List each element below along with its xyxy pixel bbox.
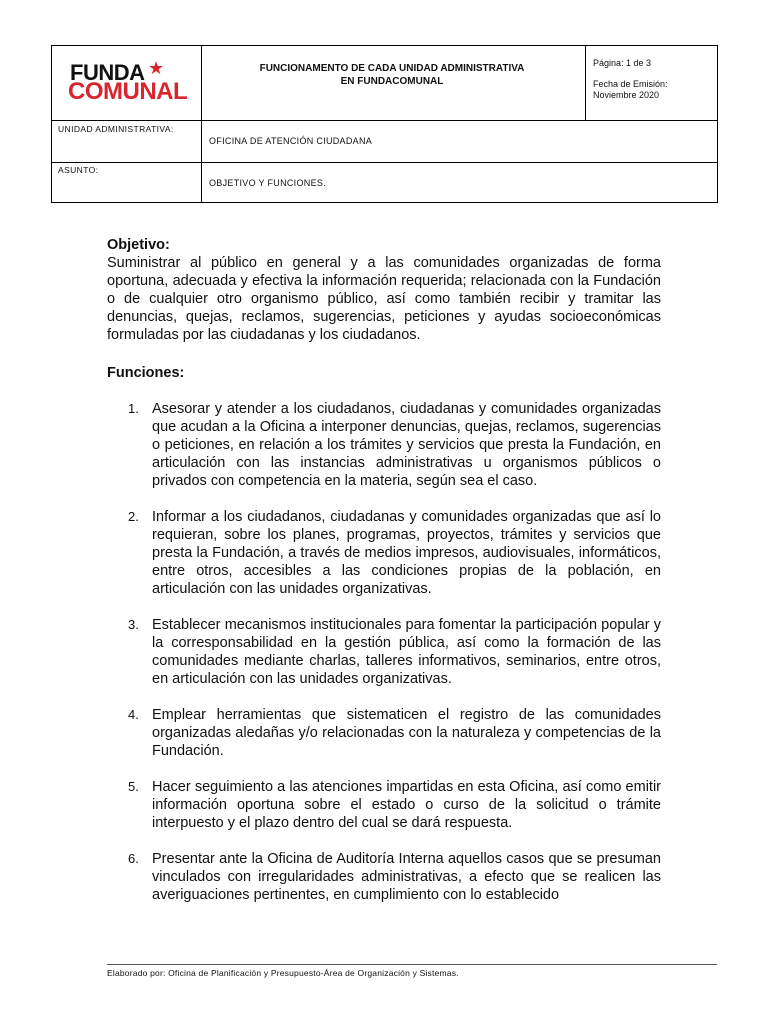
issue-date-label: Fecha de Emisión:: [593, 79, 668, 89]
unit-label: UNIDAD ADMINISTRATIVA:: [58, 124, 174, 134]
header-table: [51, 45, 718, 203]
footer-divider: [107, 964, 717, 965]
list-item: 1. Asesorar y atender a los ciudadanos, ciudadanas y comunidades organizadas que acudan a la Oficina a interponer denuncias, quejas, reclamos, sugerencias o peticiones, en relación a los trámites y servicios que presta la Fundación, en articulación con las instancias administrativas u organismos públicos o privados con competencia en la materia, según sea el caso.: [128, 401, 661, 489]
functions-list: [107, 400, 661, 904]
subject-label: ASUNTO:: [58, 165, 99, 175]
logo-text-funda: FUNDA: [70, 60, 145, 85]
functions-heading: Funciones:: [107, 365, 185, 381]
fundacomunal-logo: [70, 60, 190, 104]
list-item: 5. Hacer seguimiento a las atenciones impartidas en esta Oficina, así como emitir información oportuna sobre el estado o curso de la solicitud o trámite interpuesto y el plazo dentro del cual se dará respuesta.: [128, 779, 661, 831]
issue-date-value: Noviembre 2020: [593, 90, 660, 100]
unit-value: OFICINA DE ATENCIÓN CIUDADANA: [209, 136, 373, 146]
subject-value: OBJETIVO Y FUNCIONES.: [209, 178, 326, 188]
document-title: FUNCIONAMENTO DE CADA UNIDAD ADMINISTRATIVA EN FUNDACOMUNAL: [259, 63, 525, 87]
list-item: 4. Emplear herramientas que sistematicen el registro de las comunidades organizadas aledañas y/o relacionadas con la naturaleza y competencias de la Fundación.: [128, 707, 661, 759]
document-meta: [593, 58, 713, 101]
objective-heading: Objetivo:: [107, 237, 170, 253]
list-item: 3. Establecer mecanismos institucionales para fomentar la participación popular y la corresponsabilidad en la gestión pública, así como la formación de las comunidades mediante charlas, talleres informativos, seminarios, entre otros, en articulación con las unidades organizativas.: [128, 617, 661, 687]
star-icon: ★: [148, 58, 165, 78]
list-item: 2. Informar a los ciudadanos, ciudadanas y comunidades organizadas que así lo requieran, sobre los planes, programas, proyectos, trámites y servicios que presta la Fundación, a través de medios impresos, audiovisuales, informáticos, entre otros, accesibles a las condiciones propias de la población, en articulación con las unidades organizativas.: [128, 509, 661, 597]
footer-text: Elaborado por: Oficina de Planificación y Presupuesto-Área de Organización y Sistemas.: [107, 968, 459, 978]
logo-text-comunal: COMUNAL: [68, 78, 188, 105]
page-number: Página: 1 de 3: [593, 58, 652, 68]
list-item: 6. Presentar ante la Oficina de Auditoría Interna aquellos casos que se presuman vinculados con irregularidades administrativas, a efecto que se realicen las averiguaciones pertinentes, en cumplimiento con lo establecido: [128, 851, 661, 903]
objective-text: Suministrar al público en general y a las comunidades organizadas de forma oportuna, adecuada y efectiva la información requerida; relacionada con la Fundación o de cualquier otro organismo público, así como también recibir y tramitar las denuncias, quejas, reclamos, sugerencias, peticiones y ayudas socioeconómicas formuladas por las ciudadanas y los ciudadanos.: [107, 255, 661, 343]
document-body: [107, 236, 661, 904]
